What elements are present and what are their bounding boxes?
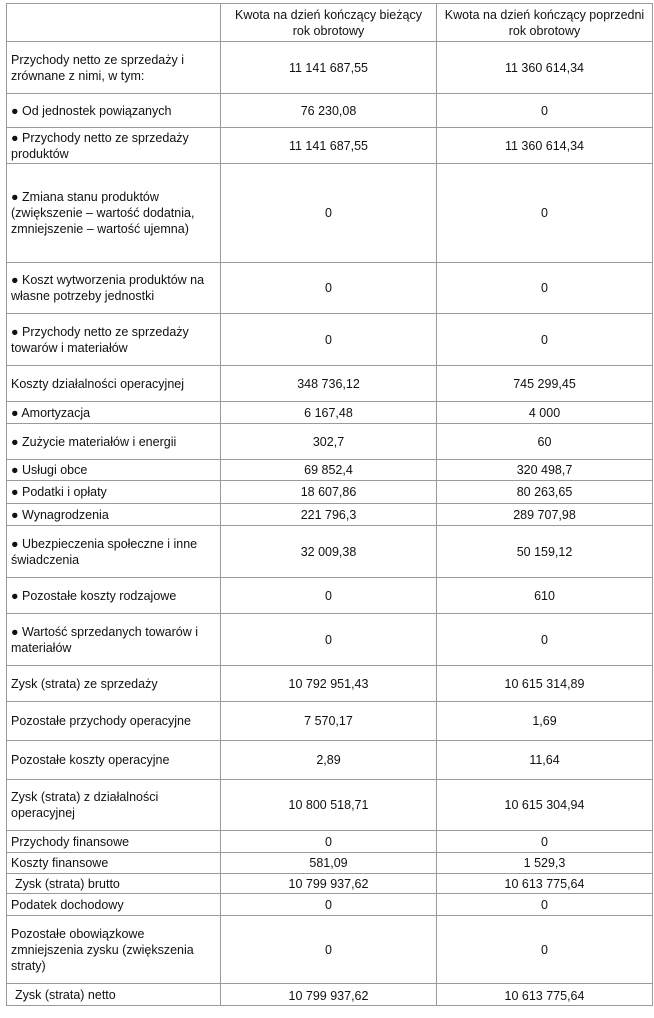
table-row (7, 894, 653, 916)
table-row (7, 504, 653, 526)
previous-year-value: 60 (437, 424, 653, 460)
previous-year-value: 10 615 314,89 (437, 666, 653, 702)
row-label: ● Zmiana stanu produktów (zwiększenie – wartość dodatnia, zmniejszenie – wartość ujemna) (7, 164, 221, 263)
current-year-value: 0 (221, 578, 437, 614)
previous-year-value: 320 498,7 (437, 460, 653, 481)
previous-year-value: 80 263,65 (437, 481, 653, 504)
financial-statement-table (6, 3, 653, 1006)
previous-year-value: 0 (437, 831, 653, 853)
row-label: Zysk (strata) brutto (7, 874, 221, 894)
previous-year-value: 0 (437, 614, 653, 666)
row-label: Koszty działalności operacyjnej (7, 366, 221, 402)
row-label: Zysk (strata) ze sprzedaży (7, 666, 221, 702)
row-label: ● Zużycie materiałów i energii (7, 424, 221, 460)
row-label: Pozostałe obowiązkowe zmniejszenia zysku (zwiększenia straty) (7, 916, 221, 984)
table-row (7, 831, 653, 853)
previous-year-value: 289 707,98 (437, 504, 653, 526)
current-year-value: 7 570,17 (221, 702, 437, 741)
table-row (7, 402, 653, 424)
current-year-value: 0 (221, 164, 437, 263)
row-label: ● Wynagrodzenia (7, 504, 221, 526)
previous-year-value: 50 159,12 (437, 526, 653, 578)
row-label: Pozostałe przychody operacyjne (7, 702, 221, 741)
table-row (7, 578, 653, 614)
current-year-value: 18 607,86 (221, 481, 437, 504)
table-row (7, 94, 653, 128)
header-row (7, 4, 653, 42)
previous-year-value: 0 (437, 164, 653, 263)
header-label-cell (7, 4, 221, 42)
row-label: ● Wartość sprzedanych towarów i materiałów (7, 614, 221, 666)
row-label: Koszty finansowe (7, 853, 221, 874)
current-year-value: 302,7 (221, 424, 437, 460)
table-row (7, 666, 653, 702)
table-row (7, 614, 653, 666)
row-label: ● Od jednostek powiązanych (7, 94, 221, 128)
current-year-value: 10 799 937,62 (221, 874, 437, 894)
current-year-value: 581,09 (221, 853, 437, 874)
table-row (7, 874, 653, 894)
current-year-value: 221 796,3 (221, 504, 437, 526)
row-label: Zysk (strata) netto (7, 984, 221, 1006)
previous-year-value: 0 (437, 894, 653, 916)
current-year-value: 10 792 951,43 (221, 666, 437, 702)
table-row (7, 460, 653, 481)
row-label: ● Przychody netto ze sprzedaży produktów (7, 128, 221, 164)
row-label: Podatek dochodowy (7, 894, 221, 916)
table-row (7, 702, 653, 741)
previous-year-value: 1,69 (437, 702, 653, 741)
table-row (7, 128, 653, 164)
previous-year-value: 0 (437, 94, 653, 128)
current-year-value: 0 (221, 614, 437, 666)
current-year-value: 0 (221, 831, 437, 853)
previous-year-value: 610 (437, 578, 653, 614)
table-row (7, 314, 653, 366)
previous-year-value: 1 529,3 (437, 853, 653, 874)
table-row (7, 481, 653, 504)
previous-year-value: 11,64 (437, 741, 653, 780)
row-label: Zysk (strata) z działalności operacyjnej (7, 780, 221, 831)
current-year-value: 0 (221, 314, 437, 366)
table-row (7, 741, 653, 780)
table-row (7, 263, 653, 314)
previous-year-value: 10 613 775,64 (437, 874, 653, 894)
current-year-value: 6 167,48 (221, 402, 437, 424)
current-year-value: 11 141 687,55 (221, 128, 437, 164)
current-year-value: 0 (221, 894, 437, 916)
row-label: ● Podatki i opłaty (7, 481, 221, 504)
previous-year-value: 10 613 775,64 (437, 984, 653, 1006)
row-label: Pozostałe koszty operacyjne (7, 741, 221, 780)
previous-year-value: 0 (437, 916, 653, 984)
row-label: ● Koszt wytworzenia produktów na własne potrzeby jednostki (7, 263, 221, 314)
current-year-value: 32 009,38 (221, 526, 437, 578)
previous-year-value: 4 000 (437, 402, 653, 424)
current-year-value: 348 736,12 (221, 366, 437, 402)
table-row (7, 424, 653, 460)
row-label: ● Usługi obce (7, 460, 221, 481)
row-label: Przychody netto ze sprzedaży i zrównane z nimi, w tym: (7, 42, 221, 94)
table-row (7, 164, 653, 263)
table-row (7, 984, 653, 1006)
previous-year-value: 0 (437, 314, 653, 366)
header-current-year: Kwota na dzień kończący bieżący rok obrotowy (221, 4, 437, 42)
current-year-value: 10 799 937,62 (221, 984, 437, 1006)
row-label: Przychody finansowe (7, 831, 221, 853)
previous-year-value: 11 360 614,34 (437, 42, 653, 94)
current-year-value: 0 (221, 263, 437, 314)
table-row (7, 42, 653, 94)
current-year-value: 76 230,08 (221, 94, 437, 128)
current-year-value: 10 800 518,71 (221, 780, 437, 831)
table-row (7, 916, 653, 984)
previous-year-value: 0 (437, 263, 653, 314)
previous-year-value: 11 360 614,34 (437, 128, 653, 164)
table-row (7, 853, 653, 874)
current-year-value: 11 141 687,55 (221, 42, 437, 94)
header-previous-year: Kwota na dzień kończący poprzedni rok obrotowy (437, 4, 653, 42)
table-row (7, 526, 653, 578)
current-year-value: 2,89 (221, 741, 437, 780)
current-year-value: 69 852,4 (221, 460, 437, 481)
table-row (7, 366, 653, 402)
row-label: ● Pozostałe koszty rodzajowe (7, 578, 221, 614)
previous-year-value: 745 299,45 (437, 366, 653, 402)
row-label: ● Ubezpieczenia społeczne i inne świadczenia (7, 526, 221, 578)
previous-year-value: 10 615 304,94 (437, 780, 653, 831)
row-label: ● Amortyzacja (7, 402, 221, 424)
table-row (7, 780, 653, 831)
row-label: ● Przychody netto ze sprzedaży towarów i materiałów (7, 314, 221, 366)
current-year-value: 0 (221, 916, 437, 984)
